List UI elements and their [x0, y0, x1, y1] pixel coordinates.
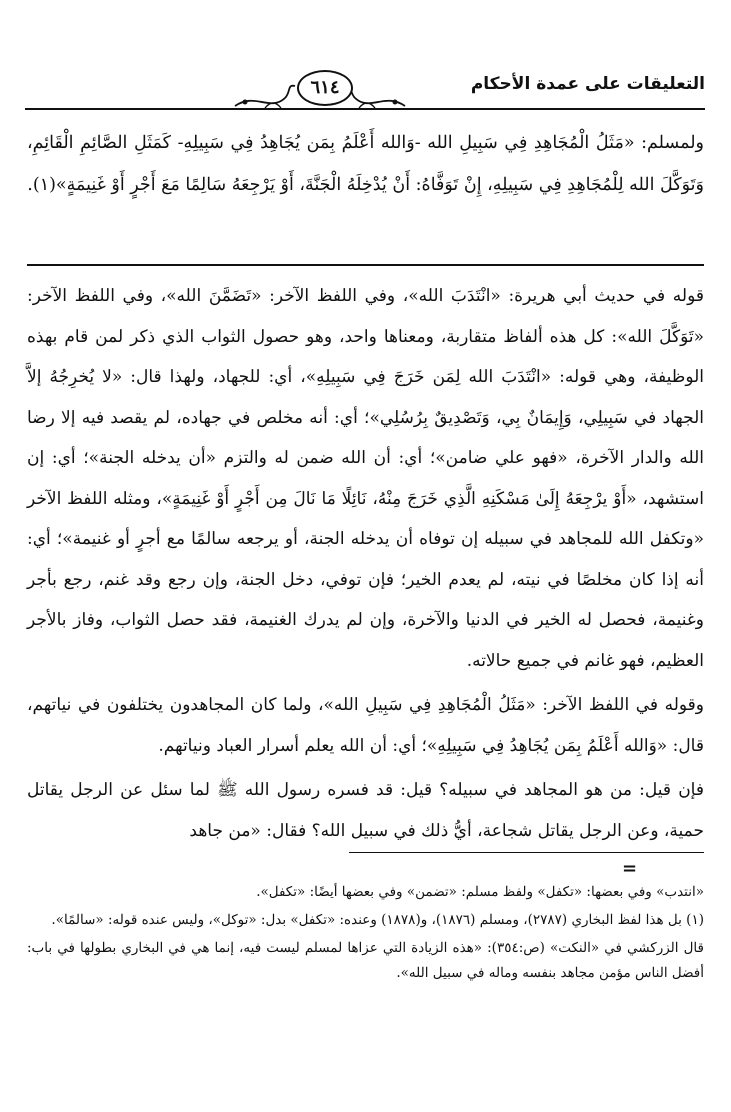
footnotes-section	[27, 880, 704, 989]
section-divider	[27, 264, 704, 266]
page-header	[25, 62, 705, 112]
commentary-paragraph: وقوله في اللفظ الآخر: «مَثَلُ الْمُجَاهِدِ فِي سَبِيلِ الله»، ولما كان المجاهدون يختلفون في نياتهم، قال: «وَالله أَعْلَمُ بِمَن يُجَاهِدُ فِي سَبِيلِهِ»؛ أي: أن الله يعلم أسرار العباد ونياتهم.	[27, 695, 704, 756]
book-title: التعليقات على عمدة الأحكام	[470, 74, 705, 94]
footnote-item: (١) بل هذا لفظ البخاري (٢٧٨٧)، ومسلم (١٨٧٦)، و(١٨٧٨) وعنده: «تكفل» بدل: «توكل»، وليس عنده قوله: «سالمًا».	[51, 912, 704, 928]
commentary-section	[27, 276, 704, 855]
page-number-ornament	[225, 62, 415, 112]
header-divider	[25, 108, 705, 110]
commentary-paragraph: فإن قيل: من هو المجاهد في سبيله؟ قيل: قد فسره رسول الله ﷺ لما سئل عن الرجل يقاتل حمية، وعن الرجل يقاتل شجاعة، أيُّ ذلك في سبيل الله؟ فقال: «من جاهد	[27, 780, 704, 841]
page-number: ٦١٤	[297, 70, 353, 106]
hadith-paragraph: ولمسلم: «مَثَلُ الْمُجَاهِدِ فِي سَبِيلِ الله -وَالله أَعْلَمُ بِمَن يُجَاهِدُ فِي سَبِيلِهِ- كَمَثَلِ الصَّائِمِ الْقَائِمِ، وَتَوَكَّلَ الله لِلْمُجَاهِدِ فِي سَبِيلِهِ، إِنْ تَوَفَّاهُ: أَنْ يُدْخِلَهُ الْجَنَّةَ، أَوْ يَرْجِعَهُ سَالِمًا مَعَ أَجْرٍ أَوْ غَنِيمَةٍ»(١).	[27, 133, 704, 195]
footnote-item: «انتدب» وفي بعضها: «تكفل» ولفظ مسلم: «تضمن» وفي بعضها أيضًا: «تكفل».	[256, 884, 704, 900]
hadith-text	[27, 122, 704, 206]
continuation-mark: =	[622, 858, 638, 879]
commentary-paragraph: قوله في حديث أبي هريرة: «انْتَدَبَ الله»، وفي اللفظ الآخر: «تَضَمَّنَ الله»، وفي اللفظ الآخر: «تَوَكَّلَ الله»: كل هذه ألفاظ متقاربة، ومعناها واحد، وهو حصول الثواب الذي ذكر لمن قام بهذه الوظيفة، وهي قوله: «انْتَدَبَ الله لِمَن خَرَجَ فِي سَبِيلِهِ»، أي: للجهاد، ولهذا قال: «لا يُخرِجُهُ إلاَّ الجهاد في سَبِيلِي، وَإِيمَانٌ بِي، وَتَصْدِيقٌ بِرُسُلِي»؛ أي: أنه مخلص في جهاده، لم يقصد فيه إلا رضا الله والدار الآخرة، «فهو علي ضامن»؛ أي: أن الله ضمن له والتزم «أن يدخله الجنة»؛ أي: إن استشهد، «أَوْ يرْجِعَهُ إِلَىٰ مَسْكَنِهِ الَّذِي خَرَجَ مِنْهُ، نَائِلًا مَا نَالَ مِن أَجْرٍ أَوْ غَنِيمَةٍ»، ومثله اللفظ الآخر «وتكفل الله للمجاهد في سبيله إن توفاه أن يدخله الجنة، أو يرجعه سالمًا مع أجرٍ أو غنيمة»؛ أي: أنه إذا كان مخلصًا في نيته، لم يعدم الخير؛ فإن توفي، دخل الجنة، وإن رجع وقد غنم، رجع بأجر وغنيمة، فحصل له الخير في الدنيا والآخرة، وإن لم يدرك الغنيمة، فقد حصل الثواب، وفاز بالأجر العظيم، فهو غانم في جميع حالاته.	[27, 286, 704, 671]
footnote-divider	[349, 852, 704, 853]
footnote-item: قال الزركشي في «النكت» (ص:٣٥٤): «هذه الزيادة التي عزاها لمسلم ليست فيه، إنما هي في البخاري بطولها في باب: أفضل الناس مؤمن مجاهد بنفسه وماله في سبيل الله».	[27, 940, 704, 981]
